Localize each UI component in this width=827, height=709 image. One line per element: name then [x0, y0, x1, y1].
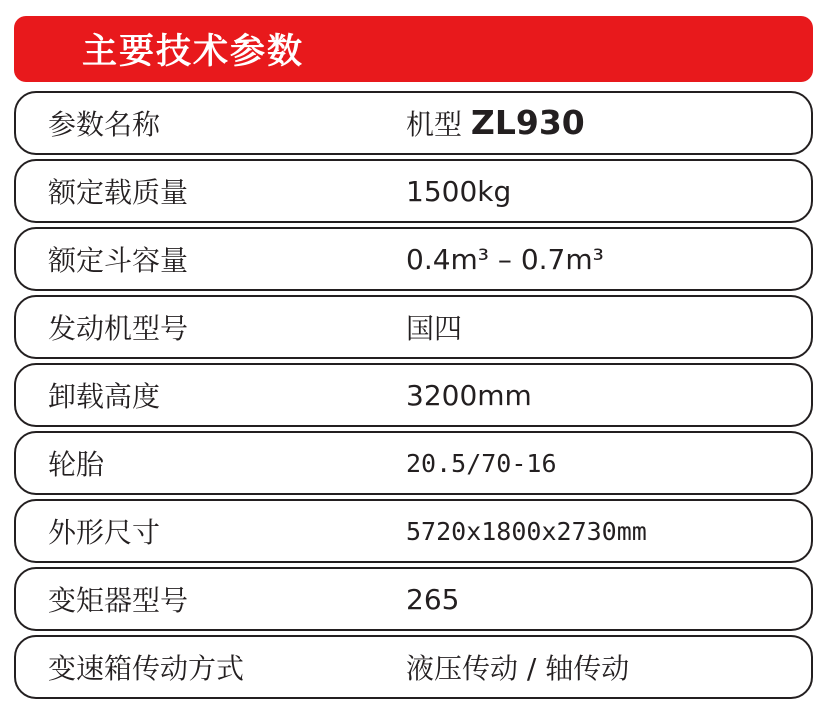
model-prefix-label: 机型 — [406, 108, 471, 141]
table-header-value — [406, 103, 811, 143]
spec-value: 265 — [406, 582, 460, 616]
spec-label: 发动机型号 — [48, 312, 189, 345]
spec-value: 0.4m³ – 0.7m³ — [406, 242, 604, 276]
spec-label: 额定载质量 — [48, 176, 189, 209]
spec-value: 国四 — [406, 312, 463, 345]
spec-label: 外形尺寸 — [48, 516, 161, 549]
model-code: ZL930 — [470, 103, 585, 142]
spec-value: 5720x1800x2730mm — [406, 516, 647, 546]
spec-label: 轮胎 — [48, 448, 105, 481]
spec-value: 1500kg — [406, 174, 512, 208]
spec-label: 卸载高度 — [48, 380, 161, 413]
table-row — [14, 227, 813, 291]
table-header-label: 参数名称 — [48, 108, 161, 141]
table-row — [14, 499, 813, 563]
spec-value: 液压传动 / 轴传动 — [406, 652, 630, 685]
table-row — [14, 295, 813, 359]
spec-header-bar — [14, 16, 813, 82]
spec-value: 20.5/70-16 — [406, 448, 557, 478]
spec-label: 额定斗容量 — [48, 244, 189, 277]
spec-label: 变矩器型号 — [48, 584, 189, 617]
table-row-header — [14, 91, 813, 155]
spec-label: 变速箱传动方式 — [48, 652, 245, 685]
table-row — [14, 635, 813, 699]
table-row — [14, 159, 813, 223]
table-row — [14, 567, 813, 631]
spec-table — [14, 91, 813, 699]
table-row — [14, 431, 813, 495]
table-row — [14, 363, 813, 427]
page-title: 主要技术参数 — [82, 32, 305, 72]
spec-value: 3200mm — [406, 378, 532, 412]
